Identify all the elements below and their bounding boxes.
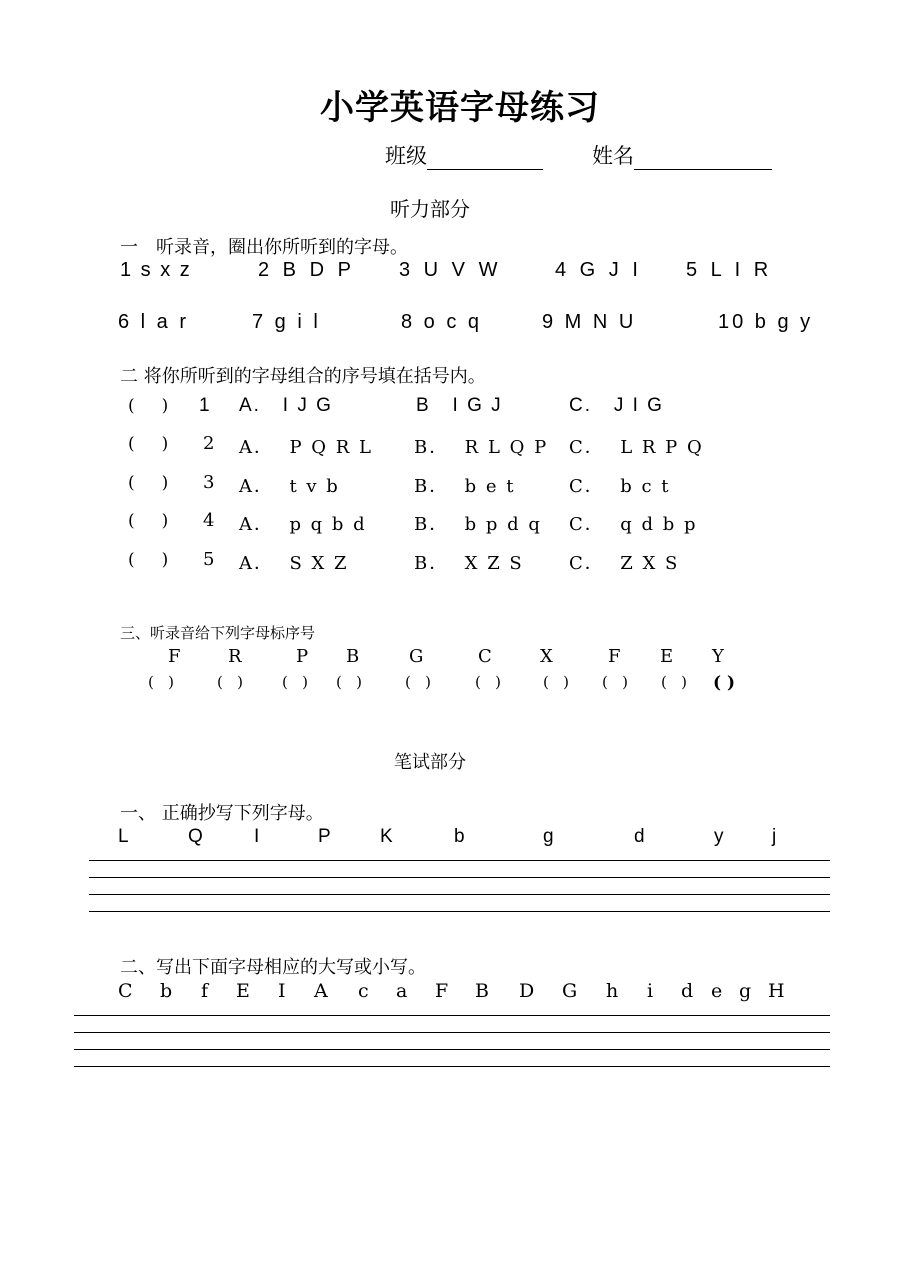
- q2-option-b: B I G J: [416, 395, 503, 416]
- q1-option: 1 s x z: [120, 259, 192, 281]
- q3-letter: Y: [712, 646, 724, 667]
- case-letter: E: [236, 980, 250, 1002]
- case-letter: i: [647, 980, 654, 1002]
- writing-q1-title: 一、 正确抄写下列字母。: [120, 803, 324, 824]
- q2-option-b: B． b e t: [414, 476, 516, 497]
- copy-letter: j: [772, 826, 777, 847]
- copy-letter: y: [714, 826, 724, 847]
- q1-option: 7 g i l: [252, 311, 321, 333]
- q3-letter: G: [409, 646, 424, 667]
- case-letter: B: [475, 980, 489, 1002]
- writing-line[interactable]: [89, 860, 830, 861]
- q3-letter: X: [540, 646, 553, 667]
- q2-option-c: C． b c t: [569, 476, 671, 497]
- case-letter: A: [314, 980, 328, 1002]
- case-letter: C: [118, 980, 133, 1002]
- q3-bracket[interactable]: ( ): [713, 673, 736, 693]
- case-letter: f: [201, 980, 209, 1002]
- q3-bracket[interactable]: ( ): [661, 673, 688, 691]
- case-letter: D: [519, 980, 535, 1002]
- writing-line[interactable]: [89, 877, 830, 878]
- q1-option: 10 b g y: [718, 311, 814, 333]
- case-letter: c: [358, 980, 369, 1002]
- case-letter: G: [562, 980, 578, 1002]
- q2-option-a: A． P Q R L: [239, 437, 373, 458]
- q1-option: 2 B D P: [258, 259, 355, 281]
- copy-letter: L: [118, 826, 129, 847]
- class-blank[interactable]: [427, 149, 543, 170]
- listening-q3-title: 三、听录音给下列字母标序号: [120, 624, 316, 642]
- q3-letter: F: [608, 646, 621, 667]
- q3-bracket[interactable]: ( ): [475, 673, 502, 691]
- q1-option: 3 U V W: [399, 259, 502, 281]
- q2-option-c: C． q d b p: [569, 514, 698, 535]
- copy-letter: b: [454, 826, 465, 847]
- q2-option-a: A. I J G: [239, 395, 333, 416]
- case-letter: b: [160, 980, 173, 1002]
- q2-option-b: B． b p d q: [414, 514, 542, 535]
- q2-number: 4: [203, 510, 215, 531]
- q2-number: 5: [203, 549, 215, 570]
- q3-letter: C: [478, 646, 492, 667]
- q2-option-b: B． X Z S: [414, 553, 524, 574]
- q3-bracket[interactable]: ( ): [543, 673, 570, 691]
- q3-bracket[interactable]: ( ): [217, 673, 244, 691]
- q3-bracket[interactable]: ( ): [148, 673, 175, 691]
- q2-number: 2: [203, 433, 215, 454]
- listening-heading: 听力部分: [390, 197, 470, 221]
- q1-option: 5 L I R: [686, 259, 773, 281]
- writing-line[interactable]: [74, 1032, 830, 1033]
- copy-letter: g: [543, 826, 554, 847]
- q2-number: 3: [203, 472, 215, 493]
- case-letter: a: [396, 980, 408, 1002]
- name-label: 姓名: [592, 144, 634, 168]
- writing-line[interactable]: [74, 1066, 830, 1067]
- case-letter: g: [739, 980, 752, 1002]
- q2-option-b: B． R L Q P: [414, 437, 549, 458]
- case-letter: H: [768, 980, 785, 1002]
- listening-q1-title: 一 听录音，圈出你所听到的字母。: [120, 237, 408, 258]
- answer-paren[interactable]: ( ): [128, 511, 169, 531]
- q3-bracket[interactable]: ( ): [602, 673, 629, 691]
- case-letter: F: [435, 980, 449, 1002]
- copy-letter: Q: [188, 826, 203, 847]
- page-title: 小学英语字母练习: [320, 88, 600, 128]
- q2-option-a: A． p q b d: [239, 514, 367, 535]
- q2-option-a: A． t v b: [239, 476, 340, 497]
- q3-letter: R: [228, 646, 242, 667]
- copy-letter: P: [318, 826, 331, 847]
- writing-line[interactable]: [74, 1015, 830, 1016]
- q3-letter: E: [660, 646, 674, 667]
- answer-paren[interactable]: ( ): [128, 434, 169, 454]
- copy-letter: K: [380, 826, 393, 847]
- q1-option: 6 l a r: [118, 311, 190, 333]
- q1-option: 8 o c q: [401, 311, 483, 333]
- q3-bracket[interactable]: ( ): [336, 673, 363, 691]
- answer-paren[interactable]: ( ): [128, 473, 169, 493]
- name-field[interactable]: [592, 140, 772, 170]
- q2-number: 1: [199, 395, 210, 416]
- copy-letter: I: [254, 826, 260, 847]
- class-field[interactable]: [385, 140, 543, 170]
- name-blank[interactable]: [634, 149, 772, 170]
- q3-bracket[interactable]: ( ): [405, 673, 432, 691]
- q2-option-a: A． S X Z: [239, 553, 349, 574]
- answer-paren[interactable]: ( ): [128, 396, 169, 416]
- writing-line[interactable]: [74, 1049, 830, 1050]
- q3-letter: P: [296, 646, 309, 667]
- writing-q2-title: 二、写出下面字母相应的大写或小写。: [120, 957, 426, 978]
- q3-bracket[interactable]: ( ): [282, 673, 309, 691]
- copy-letter: d: [634, 826, 645, 847]
- q2-option-c: C. J I G: [569, 395, 664, 416]
- case-letter: d: [681, 980, 694, 1002]
- writing-line[interactable]: [89, 911, 830, 912]
- q3-letter: B: [346, 646, 360, 667]
- case-letter: e: [711, 980, 723, 1002]
- writing-line[interactable]: [89, 894, 830, 895]
- q3-letter: F: [168, 646, 181, 667]
- q2-option-c: C． Z X S: [569, 553, 680, 574]
- q1-option: 4 G J I: [555, 259, 642, 281]
- listening-q2-title: 二 将你所听到的字母组合的序号填在括号内。: [120, 366, 486, 387]
- q1-option: 9 M N U: [542, 311, 637, 333]
- q2-option-c: C． L R P Q: [569, 437, 704, 458]
- case-letter: I: [278, 980, 286, 1002]
- case-letter: h: [606, 980, 619, 1002]
- class-label: 班级: [385, 144, 427, 168]
- writing-heading: 笔试部分: [394, 752, 466, 773]
- answer-paren[interactable]: ( ): [128, 550, 169, 570]
